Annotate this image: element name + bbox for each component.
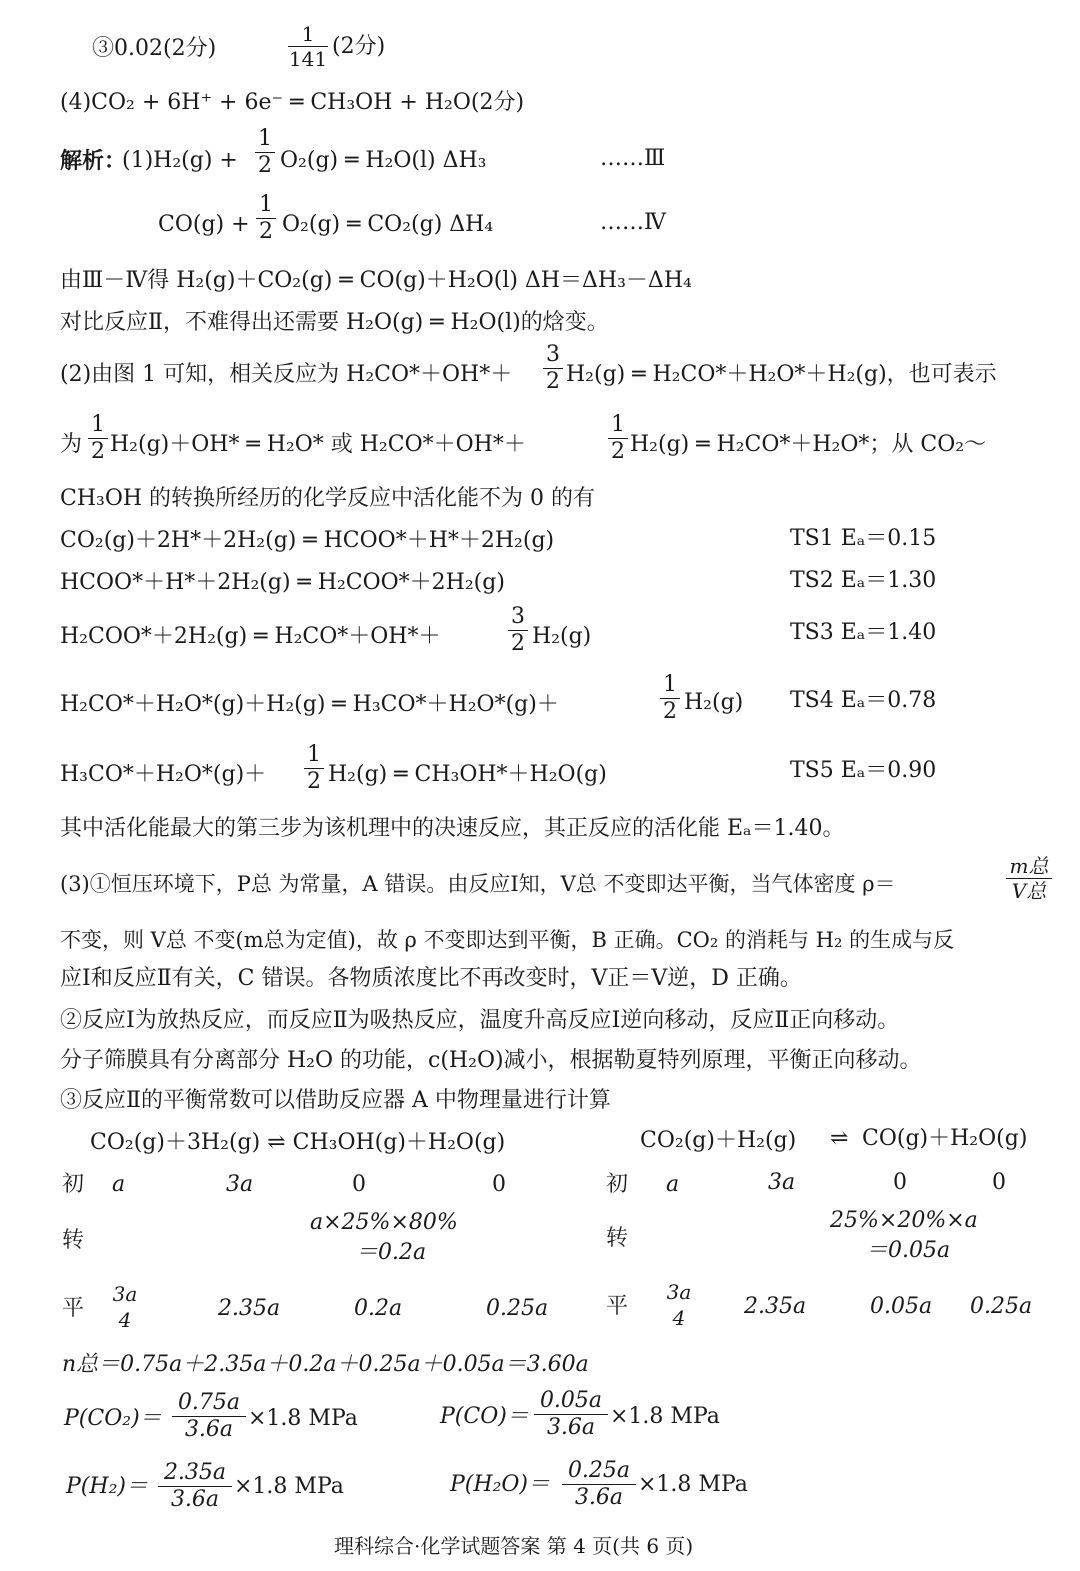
fraction-denominator: 2 xyxy=(663,699,677,724)
fraction-half-ts5 xyxy=(304,744,324,793)
fraction-3-over-2-a xyxy=(543,344,563,393)
ts4-equation-a: H₂CO*＋H₂O*(g)＋H₂(g) ═ H₃CO*＋H₂O*(g)＋ xyxy=(60,692,559,717)
fraction-half-eq4 xyxy=(256,194,276,243)
rate-determining-conclusion: 其中活化能最大的第三步为该机理中的决速反应，其正反应的活化能 Eₐ＝1.40。 xyxy=(60,816,845,841)
part2-line3: CH₃OH 的转换所经历的化学反应中活化能不为 0 的有 xyxy=(60,486,596,511)
ts1-equation: CO₂(g)＋2H*＋2H₂(g) ═ HCOO*＋H*＋2H₂(g) xyxy=(60,528,555,553)
fraction-numerator: 2.35a xyxy=(163,1460,227,1485)
fraction-numerator: 0.25a xyxy=(567,1458,631,1483)
total-moles: n总＝0.75a＋2.35a＋0.2a＋0.25a＋0.05a＝3.60a xyxy=(62,1352,589,1377)
page-footer: 理科综合·化学试题答案 第 4 页(共 6 页) xyxy=(334,1534,694,1558)
initial-b-h2: 3a xyxy=(768,1170,796,1195)
part2-line2-b: H₂(g)＋OH* ═ H₂O* 或 H₂CO*＋OH*＋ xyxy=(110,432,526,457)
equilibrium-a-h2: 2.35a xyxy=(218,1296,281,1321)
pressure-h2o-fraction xyxy=(562,1460,636,1509)
conversion-b-line2: ＝0.05a xyxy=(866,1238,951,1263)
fraction-numerator: 3a xyxy=(112,1282,138,1306)
equation-reaction-a: CO₂(g)＋3H₂(g) ⇌ CH₃OH(g)＋H₂O(g) xyxy=(90,1130,506,1155)
fraction-3-over-2-ts3 xyxy=(508,606,528,655)
conversion-b-line1: 25%×20%×a xyxy=(830,1208,978,1233)
equation-reaction-b-left: CO₂(g)＋H₂(g) xyxy=(640,1128,797,1153)
pressure-co2-label: P(CO₂)＝ xyxy=(64,1406,162,1431)
fraction-numerator: 1 xyxy=(663,672,677,697)
ts5-equation-a: H₃CO*＋H₂O*(g)＋ xyxy=(60,762,267,787)
fraction-1-over-141 xyxy=(288,24,328,69)
part2-line1-b: H₂(g) ═ H₂CO*＋H₂O*＋H₂(g)，也可表示 xyxy=(566,362,997,387)
equilibrium-a-co2 xyxy=(110,1284,140,1330)
pressure-h2o-label: P(H₂O)＝ xyxy=(450,1472,551,1497)
initial-b-co2: a xyxy=(666,1172,680,1197)
pressure-h2-label: P(H₂)＝ xyxy=(66,1474,148,1499)
pressure-co2-factor: ×1.8 MPa xyxy=(248,1406,358,1431)
part3-line1: (3)①恒压环境下，P总 为常量，A 错误。由反应Ⅰ知，V总 不变即达平衡，当气体密度 ρ＝ xyxy=(60,872,896,896)
pressure-co-factor: ×1.8 MPa xyxy=(610,1404,720,1429)
ts5-equation-b: H₂(g) ═ CH₃OH*＋H₂O(g) xyxy=(328,762,607,787)
fraction-numerator: 1 xyxy=(301,22,315,46)
eq4-right: O₂(g) ═ CO₂(g) ΔH₄ xyxy=(282,212,494,237)
pressure-co-fraction xyxy=(534,1390,608,1439)
fraction-half-b xyxy=(88,414,108,463)
eq3-left: (1)H₂(g) + xyxy=(122,148,238,173)
compare-line: 对比反应Ⅱ，不难得出还需要 H₂O(g) ═ H₂O(l)的焓变。 xyxy=(60,310,609,335)
answer-4: (4)CO₂ + 6H⁺ + 6e⁻ ═ CH₃OH + H₂O(2分) xyxy=(60,90,525,115)
conversion-a-line2: ＝0.2a xyxy=(356,1240,427,1265)
eq4-left: CO(g) + xyxy=(158,212,250,237)
pressure-co2-fraction xyxy=(172,1392,246,1441)
fraction-numerator: m总 xyxy=(1009,854,1049,878)
eq3-tag: ……Ⅲ xyxy=(600,146,666,171)
answer-3-3-score: (2分) xyxy=(332,34,386,59)
fraction-denominator: 2 xyxy=(259,219,273,244)
initial-a-h2: 3a xyxy=(226,1172,254,1197)
initial-a-ch3oh: 0 xyxy=(352,1172,366,1197)
row-label-initial-a: 初 xyxy=(62,1172,85,1197)
fraction-density xyxy=(1006,856,1052,901)
part2-line1-a: (2)由图 1 可知，相关反应为 H₂CO*＋OH*＋ xyxy=(60,362,513,387)
ts4-equation-b: H₂(g) xyxy=(684,690,744,715)
part2-line2-c: H₂(g) ═ H₂CO*＋H₂O*；从 CO₂～ xyxy=(630,432,987,457)
fraction-numerator: 1 xyxy=(258,126,272,151)
ts1-energy: TS1 Eₐ＝0.15 xyxy=(790,526,937,551)
initial-b-co: 0 xyxy=(893,1170,907,1195)
eq4-tag: ……Ⅳ xyxy=(600,210,666,235)
ts3-equation-a: H₂COO*＋2H₂(g) ═ H₂CO*＋OH*＋ xyxy=(60,624,441,649)
equilibrium-b-co: 0.05a xyxy=(870,1294,933,1319)
initial-b-h2o: 0 xyxy=(992,1170,1006,1195)
fraction-denominator: 2 xyxy=(611,439,625,464)
part3-line2: 不变，则 V总 不变(m总为定值)，故 ρ 不变即达到平衡，B 正确。CO₂ 的消耗与 H₂ 的生成与反 xyxy=(60,928,955,952)
fraction-denominator: 4 xyxy=(672,1306,686,1330)
pressure-h2-fraction xyxy=(158,1462,232,1511)
from-34: 由Ⅲ－Ⅳ得 H₂(g)＋CO₂(g) ═ CO(g)＋H₂O(l) ΔH＝ΔH₃－ΔH₄ xyxy=(60,268,692,293)
equilibrium-a-ch3oh: 0.2a xyxy=(354,1296,403,1321)
fraction-half-c xyxy=(608,414,628,463)
equilibrium-b-h2: 2.35a xyxy=(744,1294,807,1319)
ts3-energy: TS3 Eₐ＝1.40 xyxy=(790,620,937,645)
fraction-denominator: 2 xyxy=(307,769,321,794)
fraction-denominator: 3.6a xyxy=(574,1485,624,1510)
fraction-denominator: 3.6a xyxy=(170,1487,220,1512)
ts2-equation: HCOO*＋H*＋2H₂(g) ═ H₂COO*＋2H₂(g) xyxy=(60,570,505,595)
fraction-numerator: 3a xyxy=(666,1280,692,1304)
row-label-initial-b: 初 xyxy=(606,1172,629,1197)
fraction-denominator: 2 xyxy=(546,369,560,394)
part3-line6: ③反应Ⅱ的平衡常数可以借助反应器 A 中物理量进行计算 xyxy=(60,1088,611,1113)
fraction-half-eq3 xyxy=(255,128,275,177)
initial-a-h2o: 0 xyxy=(492,1172,506,1197)
fraction-numerator: 1 xyxy=(259,192,273,217)
ts2-energy: TS2 Eₐ＝1.30 xyxy=(790,568,937,593)
fraction-denominator: 3.6a xyxy=(546,1415,596,1440)
fraction-half-ts4 xyxy=(660,674,680,723)
fraction-numerator: 1 xyxy=(307,742,321,767)
fraction-denominator: 2 xyxy=(91,439,105,464)
ts3-equation-b: H₂(g) xyxy=(532,624,592,649)
ts4-energy: TS4 Eₐ＝0.78 xyxy=(790,688,937,713)
part3-line5: 分子筛膜具有分离部分 H₂O 的功能，c(H₂O)减小，根据勒夏特列原理，平衡正向移动。 xyxy=(60,1048,922,1073)
equilibrium-a-h2o: 0.25a xyxy=(486,1296,549,1321)
equilibrium-b-co2 xyxy=(664,1282,694,1328)
equilibrium-b-h2o: 0.25a xyxy=(970,1294,1033,1319)
pressure-co-label: P(CO)＝ xyxy=(440,1404,529,1429)
row-label-equilibrium-b: 平 xyxy=(606,1294,629,1319)
ts5-energy: TS5 Eₐ＝0.90 xyxy=(790,758,937,783)
fraction-numerator: 1 xyxy=(611,412,625,437)
eq3-right: O₂(g) ═ H₂O(l) ΔH₃ xyxy=(280,148,487,173)
row-label-conversion-b: 转 xyxy=(606,1226,629,1251)
row-label-conversion-a: 转 xyxy=(62,1228,85,1253)
equation-reaction-b-right: CO(g)＋H₂O(g) xyxy=(862,1126,1028,1151)
fraction-denominator: 3.6a xyxy=(184,1417,234,1442)
row-label-equilibrium-a: 平 xyxy=(62,1296,85,1321)
fraction-numerator: 3 xyxy=(511,604,525,629)
conversion-a-line1: a×25%×80% xyxy=(310,1210,458,1235)
part2-line2-a: 为 xyxy=(60,432,83,457)
fraction-numerator: 3 xyxy=(546,342,560,367)
fraction-denominator: 4 xyxy=(118,1308,132,1332)
answer-3-3: ③0.02(2分) xyxy=(92,36,217,61)
initial-a-co2: a xyxy=(112,1172,126,1197)
fraction-denominator: 2 xyxy=(258,153,272,178)
fraction-denominator: V总 xyxy=(1011,879,1047,903)
pressure-h2-factor: ×1.8 MPa xyxy=(234,1474,344,1499)
equilibrium-arrow: ⇌ xyxy=(830,1126,849,1151)
fraction-denominator: 141 xyxy=(288,47,328,71)
analysis-label: 解析： xyxy=(60,148,127,174)
part3-line3: 应Ⅰ和反应Ⅱ有关，C 错误。各物质浓度比不再改变时，V正＝V逆，D 正确。 xyxy=(60,966,802,991)
part3-line4: ②反应Ⅰ为放热反应，而反应Ⅱ为吸热反应，温度升高反应Ⅰ逆向移动，反应Ⅱ正向移动。 xyxy=(60,1008,900,1033)
fraction-denominator: 2 xyxy=(511,631,525,656)
pressure-h2o-factor: ×1.8 MPa xyxy=(638,1472,748,1497)
fraction-numerator: 1 xyxy=(91,412,105,437)
fraction-numerator: 0.75a xyxy=(177,1390,241,1415)
fraction-numerator: 0.05a xyxy=(539,1388,603,1413)
